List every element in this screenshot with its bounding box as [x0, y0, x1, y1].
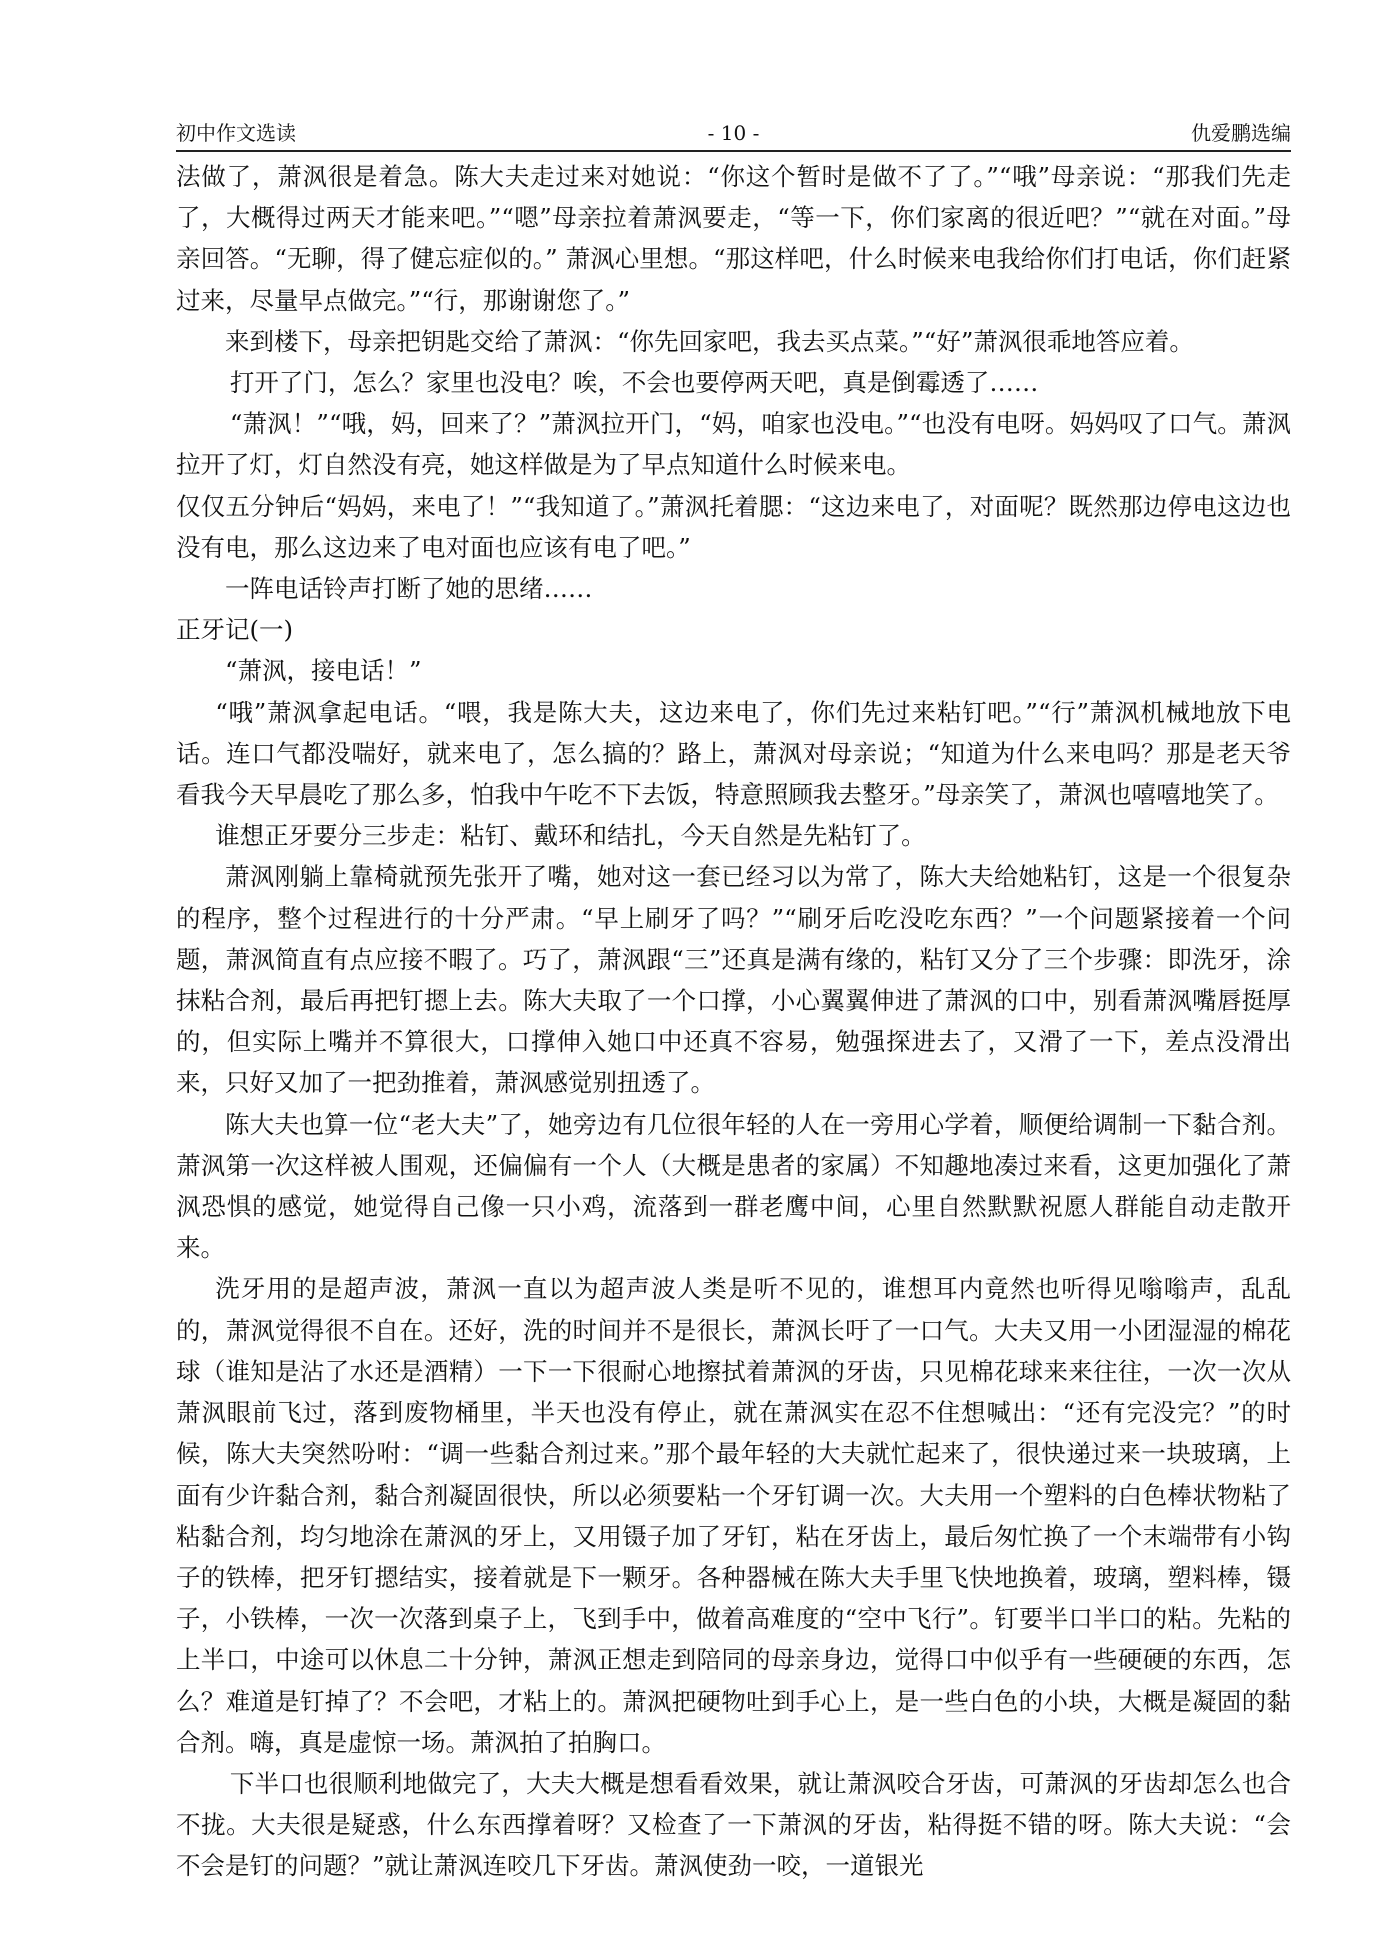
paragraph: 来到楼下，母亲把钥匙交给了萧沨：“你先回家吧，我去买点菜。”“好”萧沨很乖地答应着。: [225, 326, 1194, 356]
paragraph: 仅仅五分钟后“妈妈，来电了！”“我知道了。”萧沨托着腮：“这边来电了，对面呢？既然那边停电这边也没有电，那么这边来了电对面也应该有电了吧。”: [176, 491, 1291, 562]
header-editor: 仇爱鹏选编: [1191, 121, 1291, 145]
paragraph: 洗牙用的是超声波，萧沨一直以为超声波人类是听不见的，谁想耳内竟然也听得见嗡嗡声，乱乱的，萧沨觉得很不自在。还好，洗的时间并不是很长，萧沨长吁了一口气。大夫又用一小团湿湿的棉花球（谁知是沾了水还是酒精）一下一下很耐心地擦拭着萧沨的牙齿，只见棉花球来来往往，一次一次从萧沨眼前飞过，落到废物桶里，半天也没有停止，就在萧沨实在忍不住想喊出：“还有完没完？”的时候，陈大夫突然吩咐：“调一些黏合剂过来。”那个最年轻的大夫就忙起来了，很快递过来一块玻璃，上面有少许黏合剂，黏合剂凝固很快，所以必须要粘一个牙钉调一次。大夫用一个塑料的白色棒状物粘了粘黏合剂，均匀地涂在萧沨的牙上，又用镊子加了牙钉，粘在牙齿上，最后匆忙换了一个末端带有小钩子的铁棒，把牙钉摁结实，接着就是下一颗牙。各种器械在陈大夫手里飞快地换着，玻璃，塑料棒，镊子，小铁棒，一次一次落到桌子上，飞到手中，做着高难度的“空中飞行”。钉要半口半口的粘。先粘的上半口，中途可以休息二十分钟，萧沨正想走到陪同的母亲身边，觉得口中似乎有一些硬硬的东西，怎么？难道是钉掉了？不会吧，才粘上的。萧沨把硬物吐到手心上，是一些白色的小块，大概是凝固的黏合剂。嗨，真是虚惊一场。萧沨拍了拍胸口。: [176, 1274, 1291, 1757]
paragraph: 一阵电话铃声打断了她的思绪……: [225, 574, 593, 604]
document-page: [176, 118, 1291, 1887]
paragraph: “萧沨，接电话！”: [225, 656, 422, 686]
paragraph: 下半口也很顺利地做完了，大夫大概是想看看效果，就让萧沨咬合牙齿，可萧沨的牙齿却怎么也合不拢。大夫很是疑惑，什么东西撑着呀？又检查了一下萧沨的牙齿，粘得挺不错的呀。陈大夫说：“会不会是钉的问题？”就让萧沨连咬几下牙齿。萧沨使劲一咬，一道银光: [176, 1768, 1291, 1881]
paragraph: “哦”萧沨拿起电话。“喂，我是陈大夫，这边来电了，你们先过来粘钉吧。”“行”萧沨机械地放下电话。连口气都没喘好，就来电了，怎么搞的？路上，萧沨对母亲说；“知道为什么来电吗？那是老天爷看我今天早晨吃了那么多，怕我中午吃不下去饭，特意照顾我去整牙。”母亲笑了，萧沨也嘻嘻地笑了。: [176, 697, 1291, 810]
article-body: [176, 156, 1291, 1887]
paragraph: 法做了，萧沨很是着急。陈大夫走过来对她说：“你这个暂时是做不了了。”“哦”母亲说：“那我们先走了，大概得过两天才能来吧。”“嗯”母亲拉着萧沨要走，“等一下，你们家离的很近吧？”“就在对面。”母亲回答。“无聊，得了健忘症似的。” 萧沨心里想。“那这样吧，什么时候来电我给你们打电话，你们赶紧过来，尽量早点做完。”“行，那谢谢您了。”: [176, 162, 1291, 315]
page-header: [176, 118, 1291, 152]
paragraph: 打开了门，怎么？家里也没电？唉，不会也要停两天吧，真是倒霉透了……: [229, 368, 1039, 398]
paragraph: 陈大夫也算一位“老大夫”了，她旁边有几位很年轻的人在一旁用心学着，顺便给调制一下黏合剂。萧沨第一次这样被人围观，还偏偏有一个人（大概是患者的家属）不知趣地凑过来看，这更加强化了萧沨恐惧的感觉，她觉得自己像一只小鸡，流落到一群老鹰中间，心里自然默默祝愿人群能自动走散开来。: [176, 1109, 1291, 1263]
paragraph: “萧沨！”“哦，妈，回来了？”萧沨拉开门，“妈，咱家也没电。”“也没有电呀。妈妈叹了口气。萧沨拉开了灯，灯自然没有亮，她这样做是为了早点知道什么时候来电。: [176, 409, 1291, 480]
section-title: 正牙记(一): [176, 615, 294, 645]
paragraph: 萧沨刚躺上靠椅就预先张开了嘴，她对这一套已经习以为常了，陈大夫给她粘钉，这是一个很复杂的程序，整个过程进行的十分严肃。“早上刷牙了吗？”“刷牙后吃没吃东西？”一个问题紧接着一个问题，萧沨简直有点应接不暇了。巧了，萧沨跟“三”还真是满有缘的，粘钉又分了三个步骤：即洗牙，涂抹粘合剂，最后再把钉摁上去。陈大夫取了一个口撑，小心翼翼伸进了萧沨的口中，别看萧沨嘴唇挺厚的，但实际上嘴并不算很大，口撑伸入她口中还真不容易，勉强探进去了，又滑了一下，差点没滑出来，只好又加了一把劲推着，萧沨感觉别扭透了。: [176, 862, 1291, 1098]
header-page-number: - 10 -: [707, 121, 760, 145]
paragraph: 谁想正牙要分三步走：粘钉、戴环和结扎，今天自然是先粘钉了。: [215, 821, 926, 851]
header-book-title: 初中作文选读: [176, 121, 296, 145]
